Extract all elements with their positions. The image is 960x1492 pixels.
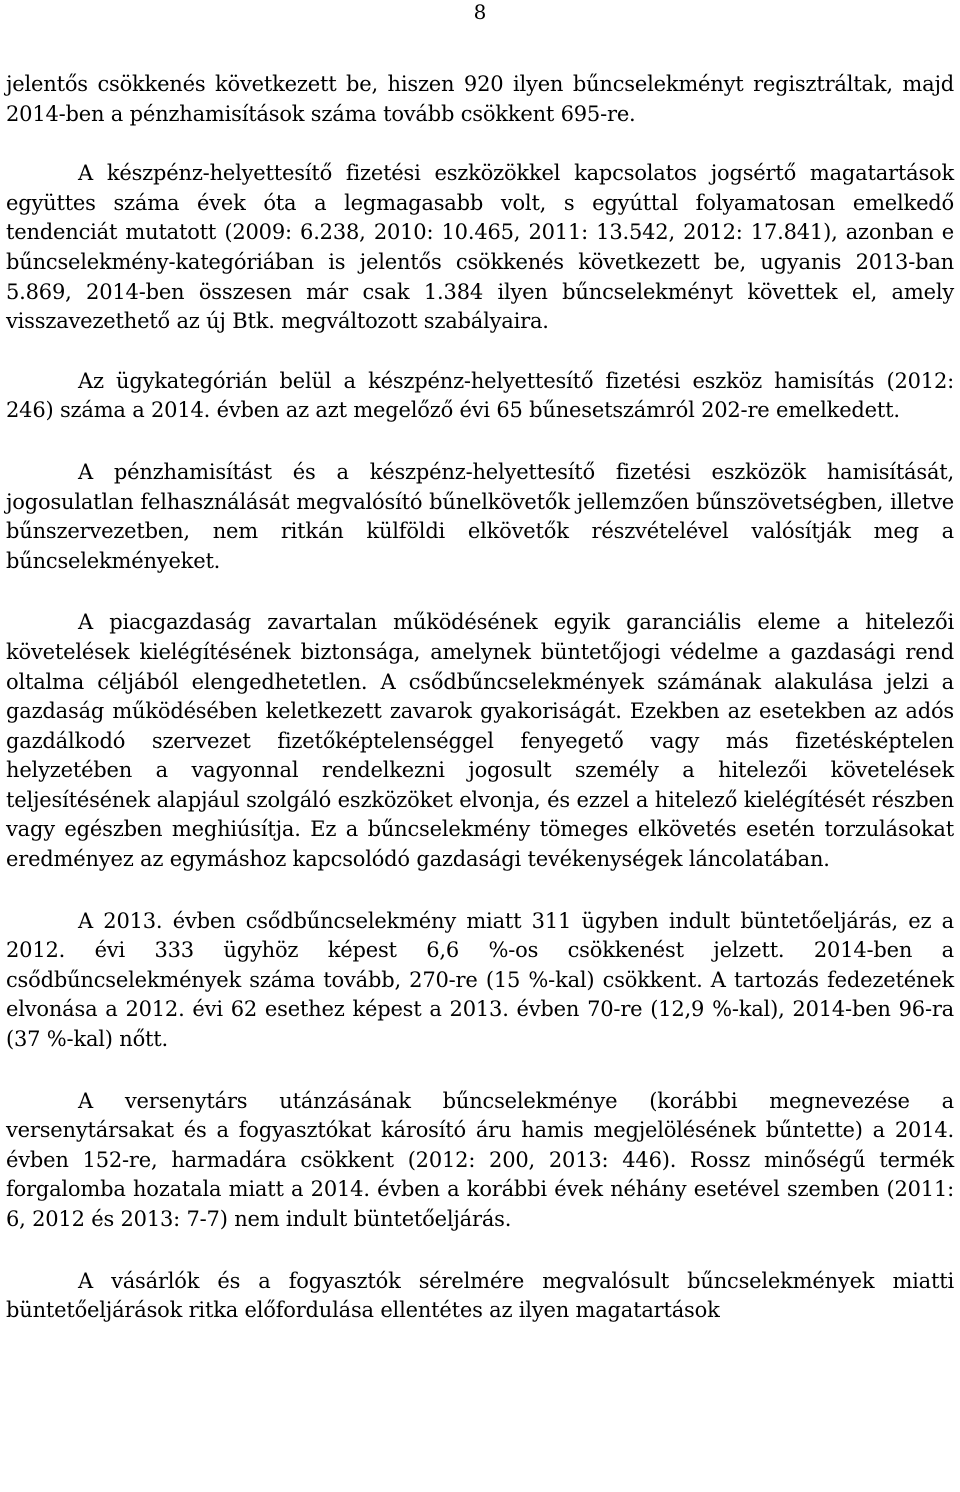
paragraph-consumer-crimes: A vásárlók és a fogyasztók sérelmére megvalósult bűncselekmények miatti büntetőeljárások ritka előfordulása ellentétes az ilyen magatartások [6, 1268, 954, 1323]
paragraph-criminal-organizations: A pénzhamisítást és a készpénz-helyettesítő fizetési eszközök hamisítását, jogosulatlan felhasználását megvalósító bűnelkövetők jellemzően bűnszövetségben, illetve bűnszervezetben, nem ritkán külföldi elkövetők részvételével valósítják meg a bűncselekményeket. [6, 459, 954, 573]
paragraph-competitor-imitation: A versenytárs utánzásának bűncselekménye (korábbi megnevezése a versenytársakat és a fogyasztókat károsító áru hamis megjelölésének bűntette) a 2014. évben 152-re, harmadára csökkent (2012: 200, 2013: 446). Rossz minőségű termék forgalomba hozatala miatt a 2014. évben a korábbi évek néhány esetével szemben (2011: 6, 2012 és 2013: 7-7) nem indult büntetőeljárás. [6, 1088, 954, 1231]
paragraph-payment-instruments: A készpénz-helyettesítő fizetési eszközökkel kapcsolatos jogsértő magatartások együttes száma évek óta a legmagasabb volt, s egyúttal folyamatosan emelkedő tendenciát mutatott (2009: 6.238, 2010: 10.465, 2011: 13.542, 2012: 17.841), azonban e bűncselekmény-kategóriában is jelentős csökkenés következett be, ugyanis 2013-ban 5.869, 2014-ben összesen már csak 1.384 ilyen bűncselekményt követtek el, amely visszavezethető az új Btk. megváltozott szabályaira. [6, 161, 954, 334]
paragraph-forgery-count: Az ügykategórián belül a készpénz-helyettesítő fizetési eszköz hamisítás (2012: 246) száma a 2014. évben az azt megelőző évi 65 bűnesetszámról 202-re emelkedett. [6, 368, 954, 423]
paragraph-bankruptcy-crimes: A piacgazdaság zavartalan működésének egyik garanciális eleme a hitelezői követelések kielégítésének biztonsága, amelynek büntetőjogi védelme a gazdasági rend oltalma céljából elengedhetetlen. A csődbűncselekmények számának alakulása jelzi a gazdaság működésében keletkezett zavarok gyakoriságát. Ezekben az esetekben az adós gazdálkodó szervezet fizetőképtelenséggel fenyegető vagy más fizetésképtelen helyzetében a vagyonnal rendelkezni jogosult személy a hitelezői követelések teljesítésének alapjául szolgáló eszközöket elvonja, és ezzel a hitelező kielégítését részben vagy egészben meghiúsítja. Ez a bűncselekmény tömeges elkövetés esetén torzulásokat eredményez az egymáshoz kapcsolódó gazdasági tevékenységek láncolatában. [6, 610, 954, 872]
document-body [6, 70, 954, 1326]
paragraph-counterfeiting-decline: jelentős csökkenés következett be, hiszen 920 ilyen bűncselekményt regisztráltak, majd 2014-ben a pénzhamisítások száma tovább csökkent 695-re. [6, 72, 954, 126]
page-number: 8 [473, 0, 487, 24]
paragraph-bankruptcy-statistics: A 2013. évben csődbűncselekmény miatt 311 ügyben indult büntetőeljárás, ez a 2012. évi 333 ügyhöz képest 6,6 %-os csökkenést jelzett. 2014-ben a csődbűncselekmények száma tovább, 270-re (15 %-kal) csökkent. A tartozás fedezetének elvonása a 2012. évi 62 esethez képest a 2013. évben 70-re (12,9 %-kal), 2014-ben 96-ra (37 %-kal) nőtt. [6, 908, 954, 1052]
